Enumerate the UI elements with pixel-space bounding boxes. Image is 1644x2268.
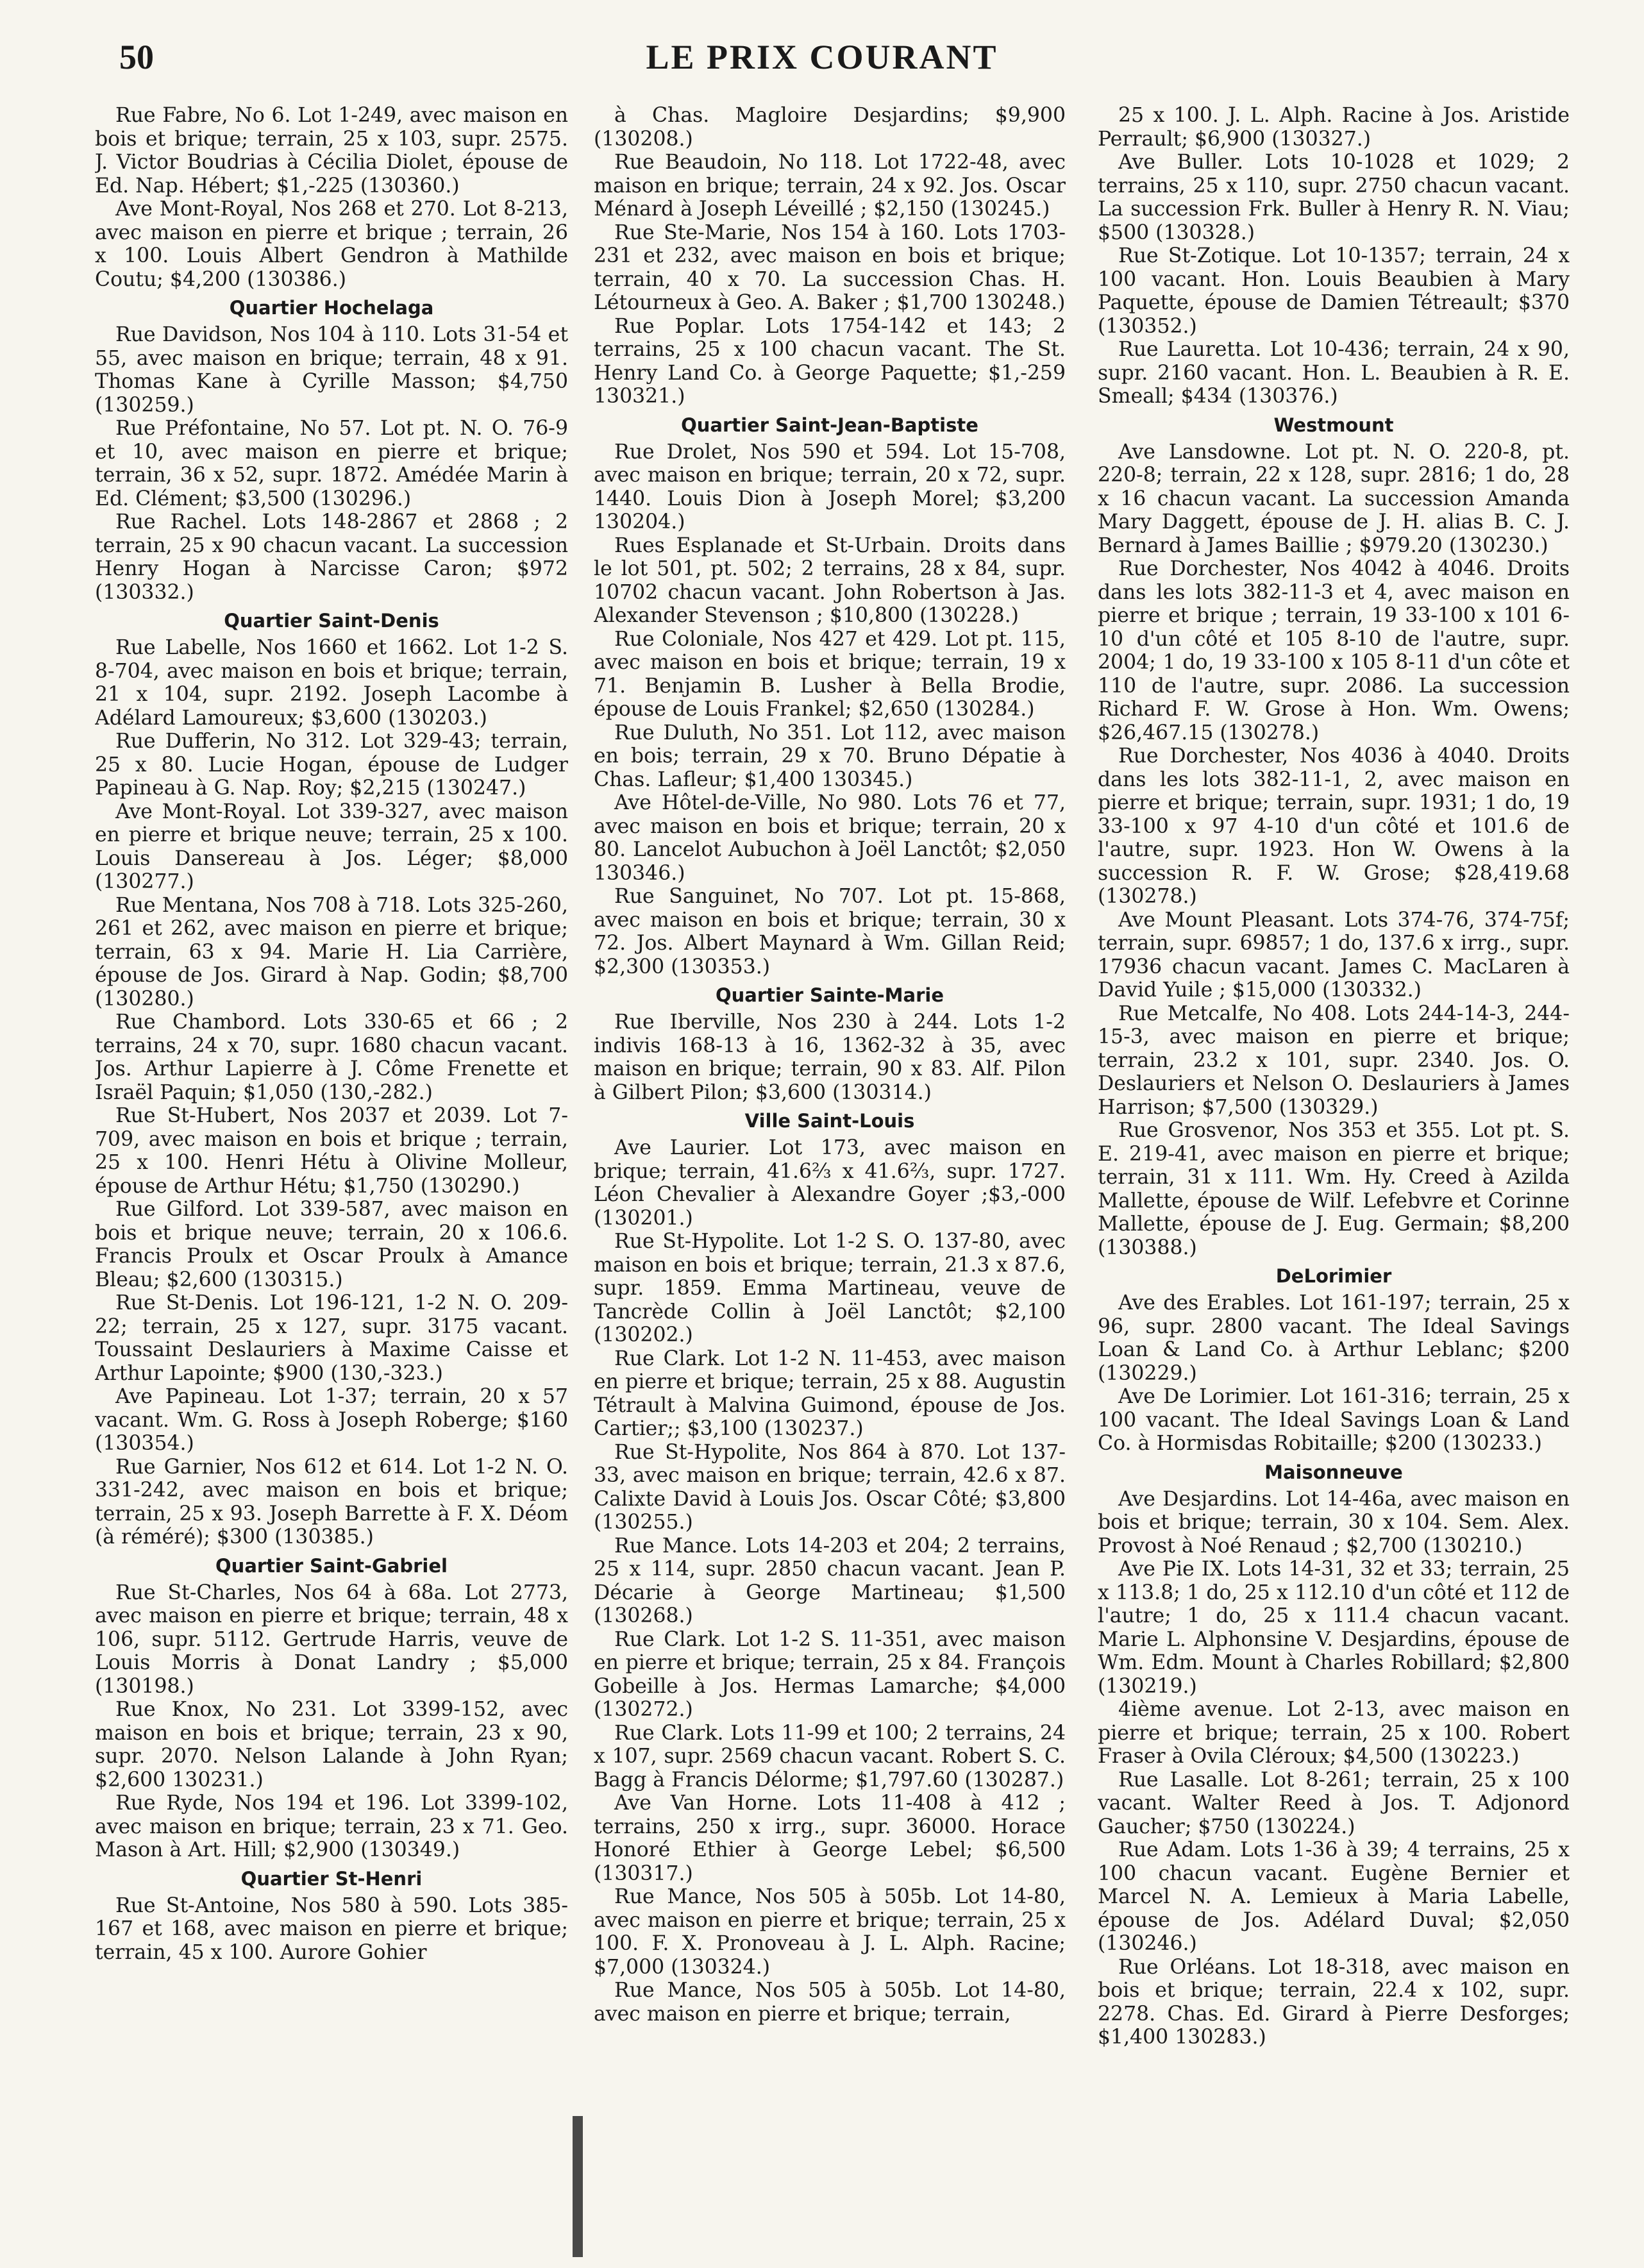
listing-entry: Rue Sanguinet, No 707. Lot pt. 15-868, avec maison en bois et brique; terrain, 30 x 72. Jos. Albert Maynard à Wm. Gillan Reid; $2,300 (130353.) — [594, 885, 1066, 979]
section-heading: Quartier Sainte-Marie — [716, 984, 944, 1006]
scan-smudge — [573, 2116, 583, 2257]
section-heading: Ville Saint-Louis — [744, 1110, 915, 1132]
listing-entry: Rue Mance, Nos 505 à 505b. Lot 14-80, avec maison en pierre et brique; terrain, — [594, 1979, 1066, 2026]
listing-entry: à Chas. Magloire Desjardins; $9,900 (130208.) — [594, 104, 1066, 151]
listing-entry: Rue Clark. Lots 11-99 et 100; 2 terrains, 24 x 107, supr. 2569 chacun vacant. Robert S. C. Bagg à Francis Délorme; $1,797.60 (130287.) — [594, 1721, 1066, 1792]
listing-entry: Rue St-Zotique. Lot 10-1357; terrain, 24 x 100 vacant. Hon. Louis Beaubien à Mary Paquette, épouse de Damien Tétreault; $370 (130352.) — [1098, 244, 1570, 338]
listing-entry: Rue Fabre, No 6. Lot 1-249, avec maison en bois et brique; terrain, 25 x 103, supr. 2575. J. Victor Boudrias à Cécilia Diolet, épouse de Ed. Nap. Hébert; $1,-225 (130360.) — [95, 104, 568, 197]
listing-entry: Ave Pie IX. Lots 14-31, 32 et 33; terrain, 25 x 113.8; 1 do, 25 x 112.10 d'un côté et 112 de l'autre; 1 do, 25 x 111.4 chacun vacant. Marie L. Alphonsine V. Desjardins, épouse de Wm. Edm. Mount à Charles Robillard; $2,800 (130219.) — [1098, 1558, 1570, 1698]
listing-entry: 25 x 100. J. L. Alph. Racine à Jos. Aristide Perrault; $6,900 (130327.) — [1098, 104, 1570, 151]
listing-entry: Ave Mont-Royal. Lot 339-327, avec maison en pierre et brique neuve; terrain, 25 x 100. Louis Dansereau à Jos. Léger; $8,000 (130277.) — [95, 800, 568, 893]
listing-entry: Rue Préfontaine, No 57. Lot pt. N. O. 76-9 et 10, avec maison en pierre et brique; terrain, 36 x 52, supr. 1872. Amédée Marin à Ed. Clément; $3,500 (130296.) — [95, 417, 568, 510]
listing-entry: Rue Coloniale, Nos 427 et 429. Lot pt. 115, avec maison en bois et brique; terrain, 19 x 71. Benjamin B. Lusher à Bella Brodie, épouse de Louis Frankel; $2,650 (130284.) — [594, 627, 1066, 721]
listing-entry: Ave Hôtel-de-Ville, No 980. Lots 76 et 77, avec maison en bois et brique; terrain, 20 x 80. Lancelot Aubuchon à Joël Lanctôt; $2,050 130346.) — [594, 791, 1066, 885]
listing-entry: Ave De Lorimier. Lot 161-316; terrain, 25 x 100 vacant. The Ideal Savings Loan & Land Co. à Hormisdas Robitaille; $200 (130233.) — [1098, 1385, 1570, 1455]
listing-entry: Rue Clark. Lot 1-2 N. 11-453, avec maison en pierre et brique; terrain, 25 x 88. Augustin Tétrault à Malvina Guimond, épouse de Jos. Cartier;; $3,100 (130237.) — [594, 1347, 1066, 1440]
section-heading: Maisonneuve — [1264, 1461, 1403, 1483]
section-heading: Quartier St-Henri — [240, 1867, 423, 1890]
listing-entry: Rue Iberville, Nos 230 à 244. Lots 1-2 indivis 168-13 à 16, 1362-32 à 35, avec maison en brique; terrain, 90 x 83. Alf. Pilon à Gilbert Pilon; $3,600 (130314.) — [594, 1011, 1066, 1104]
listing-entry: Rue Mentana, Nos 708 à 718. Lots 325-260, 261 et 262, avec maison en pierre et brique; terrain, 63 x 94. Marie H. Lia Carrière, épouse de Jos. Girard à Nap. Godin; $8,700 (130280.) — [95, 893, 568, 1011]
page-number: 50 — [119, 38, 154, 76]
listing-entry: Rue Davidson, Nos 104 à 110. Lots 31-54 et 55, avec maison en brique; terrain, 48 x 91. Thomas Kane à Cyrille Masson; $4,750 (130259.) — [95, 323, 568, 417]
listing-entry: Rue Adam. Lots 1-36 à 39; 4 terrains, 25 x 100 chacun vacant. Eugène Bernier et Marcel N. A. Lemieux à Maria Labelle, épouse de Jos. Adélard Duval; $2,050 (130246.) — [1098, 1838, 1570, 1955]
listing-entry: Rue Clark. Lot 1-2 S. 11-351, avec maison en pierre et brique; terrain, 25 x 84. François Gobeille à Jos. Hermas Lamarche; $4,000 (130272.) — [594, 1627, 1066, 1721]
listing-entry: Rue Garnier, Nos 612 et 614. Lot 1-2 N. O. 331-242, avec maison en bois et brique; terrain, 25 x 93. Joseph Barrette à F. X. Déom (à réméré); $300 (130385.) — [95, 1455, 568, 1549]
listing-entry: Rue Ryde, Nos 194 et 196. Lot 3399-102, avec maison en brique; terrain, 23 x 71. Geo. Mason à Art. Hill; $2,900 (130349.) — [95, 1792, 568, 1861]
listing-entry: Rue Dorchester, Nos 4042 à 4046. Droits dans les lots 382-11-3 et 4, avec maison en pierre et brique ; terrain, 19 33-100 x 101 6-10 d'un côté et 105 8-10 de l'autre, supr. 2004; 1 do, 19 33-100 x 105 8-11 d'un côte et 110 de l'autre, supr. 2086. La succession Richard F. W. Grose à Hon. Wm. Owens; $26,467.15 (130278.) — [1098, 557, 1570, 744]
listing-entry: Ave Mont-Royal, Nos 268 et 270. Lot 8-213, avec maison en pierre et brique ; terrain, 26 x 100. Louis Albert Gendron à Mathilde Coutu; $4,200 (130386.) — [95, 197, 568, 291]
column-right — [1098, 104, 1570, 2252]
listing-entry: Ave Mount Pleasant. Lots 374-76, 374-75f; terrain, supr. 69857; 1 do, 137.6 x irrg., supr. 17936 chacun vacant. James C. MacLaren à David Yuile ; $15,000 (130332.) — [1098, 908, 1570, 1002]
listing-entry: Rue Lauretta. Lot 10-436; terrain, 24 x 90, supr. 2160 vacant. Hon. L. Beaubien à R. E. Smeall; $434 (130376.) — [1098, 338, 1570, 408]
section-heading: Westmount — [1273, 414, 1394, 436]
section-heading: Quartier Saint-Gabriel — [215, 1554, 448, 1577]
listing-entry: Rue Lasalle. Lot 8-261; terrain, 25 x 100 vacant. Walter Reed à Jos. T. Adjonord Gaucher; $750 (130224.) — [1098, 1768, 1570, 1838]
listing-entry: Rue Dorchester, Nos 4036 à 4040. Droits dans les lots 382-11-1, 2, avec maison en pierre et brique; terrain, supr. 1931; 1 do, 19 33-100 x 97 4-10 d'un côté et 101.6 de l'autre, supr. 1923. Hon W. Owens à la succession R. F. W. Grose; $28,419.68 (130278.) — [1098, 744, 1570, 908]
listing-entry: Ave des Erables. Lot 161-197; terrain, 25 x 96, supr. 2800 vacant. The Ideal Savings Loan & Land Co. à Arthur Leblanc; $200 (130229.) — [1098, 1291, 1570, 1385]
section-heading: DeLorimier — [1275, 1265, 1392, 1287]
listing-entry: Ave Van Horne. Lots 11-408 à 412 ; terrains, 250 x irrg., supr. 36000. Horace Honoré Ethier à George Lebel; $6,500 (130317.) — [594, 1792, 1066, 1885]
listing-entry: Rue Chambord. Lots 330-65 et 66 ; 2 terrains, 24 x 70, supr. 1680 chacun vacant. Jos. Arthur Lapierre à J. Côme Frenette et Israël Paquin; $1,050 (130,-282.) — [95, 1011, 568, 1104]
listing-entry: Rue Knox, No 231. Lot 3399-152, avec maison en bois et brique; terrain, 23 x 90, supr. 2070. Nelson Lalande à John Ryan; $2,600 130231.) — [95, 1698, 568, 1792]
listing-entry: Rue St-Hubert, Nos 2037 et 2039. Lot 7-709, avec maison en bois et brique ; terrain, 25 x 100. Henri Hétu à Olivine Molleur, épouse de Arthur Hétu; $1,750 (130290.) — [95, 1104, 568, 1198]
listing-entry: Rue Rachel. Lots 148-2867 et 2868 ; 2 terrain, 25 x 90 chacun vacant. La succession Henry Hogan à Narcisse Caron; $972 (130332.) — [95, 510, 568, 604]
listing-entry: Rue St-Hypolite, Nos 864 à 870. Lot 137-33, avec maison en brique; terrain, 42.6 x 87. Calixte David à Louis Jos. Oscar Côté; $3,800 (130255.) — [594, 1440, 1066, 1534]
section-heading: Quartier Saint-Jean-Baptiste — [681, 414, 978, 436]
listing-entry: Ave Desjardins. Lot 14-46a, avec maison en bois et brique; terrain, 30 x 104. Sem. Alex. Provost à Noé Renaud ; $2,700 (130210.) — [1098, 1487, 1570, 1558]
listing-entry: Rue Orléans. Lot 18-318, avec maison en bois et brique; terrain, 22.4 x 102, supr. 2278. Chas. Ed. Girard à Pierre Desforges; $1,400 130283.) — [1098, 1955, 1570, 2049]
journal-title: LE PRIX COURANT — [646, 38, 998, 76]
listing-entry: Rue St-Charles, Nos 64 à 68a. Lot 2773, avec maison en pierre et brique; terrain, 48 x 106, supr. 5112. Gertrude Harris, veuve de Louis Morris à Donat Landry ; $5,000 (130198.) — [95, 1581, 568, 1698]
listing-entry: Ave Buller. Lots 10-1028 et 1029; 2 terrains, 25 x 110, supr. 2750 chacun vacant. La succession Frk. Buller à Henry R. N. Viau; $500 (130328.) — [1098, 151, 1570, 244]
listing-entry: Ave Laurier. Lot 173, avec maison en brique; terrain, 41.6⅔ x 41.6⅔, supr. 1727. Léon Chevalier à Alexandre Goyer ;$3,-000 (130201.) — [594, 1136, 1066, 1230]
listing-entry: Rue Poplar. Lots 1754-142 et 143; 2 terrains, 25 x 100 chacun vacant. The St. Henry Land Co. à George Paquette; $1,-259 130321.) — [594, 314, 1066, 408]
listing-entry: Ave Papineau. Lot 1-37; terrain, 20 x 57 vacant. Wm. G. Ross à Joseph Roberge; $160 (130354.) — [95, 1385, 568, 1455]
listing-entry: Rue Gilford. Lot 339-587, avec maison en bois et brique neuve; terrain, 20 x 106.6. Francis Proulx et Oscar Proulx à Amance Bleau; $2,600 (130315.) — [95, 1198, 568, 1291]
section-heading: Quartier Saint-Denis — [224, 610, 439, 632]
listing-entry: Rue Mance. Lots 14-203 et 204; 2 terrains, 25 x 114, supr. 2850 chacun vacant. Jean P. Décarie à George Martineau; $1,500 (130268.) — [594, 1534, 1066, 1627]
listing-entry: Rue Duluth, No 351. Lot 112, avec maison en bois; terrain, 29 x 70. Bruno Dépatie à Chas. Lafleur; $1,400 130345.) — [594, 721, 1066, 791]
listing-entry: Rue Drolet, Nos 590 et 594. Lot 15-708, avec maison en brique; terrain, 20 x 72, supr. 1440. Louis Dion à Joseph Morel; $3,200 130204.) — [594, 440, 1066, 533]
listing-entry: 4ième avenue. Lot 2-13, avec maison en pierre et brique; terrain, 25 x 100. Robert Fraser à Ovila Cléroux; $4,500 (130223.) — [1098, 1698, 1570, 1768]
section-heading: Quartier Hochelaga — [229, 297, 434, 319]
listing-entry: Rues Esplanade et St-Urbain. Droits dans le lot 501, pt. 502; 2 terrains, 28 x 84, supr. 10702 chacun vacant. John Robertson à Jas. Alexander Stevenson ; $10,800 (130228.) — [594, 533, 1066, 627]
listing-entry: Rue Beaudoin, No 118. Lot 1722-48, avec maison en brique; terrain, 24 x 92. Jos. Oscar Ménard à Joseph Léveillé ; $2,150 (130245.) — [594, 151, 1066, 221]
listing-entry: Rue St-Antoine, Nos 580 à 590. Lots 385-167 et 168, avec maison en pierre et brique; terrain, 45 x 100. Aurore Gohier — [95, 1894, 568, 1964]
listing-entry: Rue Ste-Marie, Nos 154 à 160. Lots 1703-231 et 232, avec maison en bois et brique; terrain, 40 x 70. La succession Chas. H. Létourneux à Geo. A. Baker ; $1,700 130248.) — [594, 221, 1066, 314]
column-left — [95, 104, 568, 2252]
page-header — [0, 0, 1644, 96]
listing-entry: Ave Lansdowne. Lot pt. N. O. 220-8, pt. 220-8; terrain, 22 x 128, supr. 2816; 1 do, 28 x 16 chacun vacant. La succession Amanda Mary Daggett, épouse de J. H. alias B. C. J. Bernard à James Baillie ; $979.20 (130230.) — [1098, 440, 1570, 557]
listing-entry: Rue Dufferin, No 312. Lot 329-43; terrain, 25 x 80. Lucie Hogan, épouse de Ludger Papineau à G. Nap. Roy; $2,215 (130247.) — [95, 730, 568, 800]
column-middle — [594, 104, 1066, 2252]
listing-entry: Rue Metcalfe, No 408. Lots 244-14-3, 244-15-3, avec maison en pierre et brique; terrain, 23.2 x 101, supr. 2340. Jos. O. Deslauriers et Nelson O. Deslauriers à James Harrison; $7,500 (130329.) — [1098, 1002, 1570, 1119]
listing-entry: Rue St-Hypolite. Lot 1-2 S. O. 137-80, avec maison en bois et brique; terrain, 21.3 x 87.6, supr. 1859. Emma Martineau, veuve de Tancrède Collin à Joël Lanctôt; $2,100 (130202.) — [594, 1230, 1066, 1347]
listing-entry: Rue St-Denis. Lot 196-121, 1-2 N. O. 209-22; terrain, 25 x 127, supr. 3175 vacant. Toussaint Deslauriers à Maxime Caisse et Arthur Lapointe; $900 (130,-323.) — [95, 1291, 568, 1385]
listing-entry: Rue Mance, Nos 505 à 505b. Lot 14-80, avec maison en pierre et brique; terrain, 25 x 100. F. X. Pronoveau à J. L. Alph. Racine; $7,000 (130324.) — [594, 1885, 1066, 1979]
listing-entry: Rue Labelle, Nos 1660 et 1662. Lot 1-2 S. 8-704, avec maison en bois et brique; terrain, 21 x 104, supr. 2192. Joseph Lacombe à Adélard Lamoureux; $3,600 (130203.) — [95, 636, 568, 730]
listing-entry: Rue Grosvenor, Nos 353 et 355. Lot pt. S. E. 219-41, avec maison en pierre et brique; terrain, 31 x 111. Wm. Hy. Creed à Azilda Mallette, épouse de Wilf. Lefebvre et Corinne Mallette, épouse de J. Eug. Germain; $8,200 (130388.) — [1098, 1119, 1570, 1259]
